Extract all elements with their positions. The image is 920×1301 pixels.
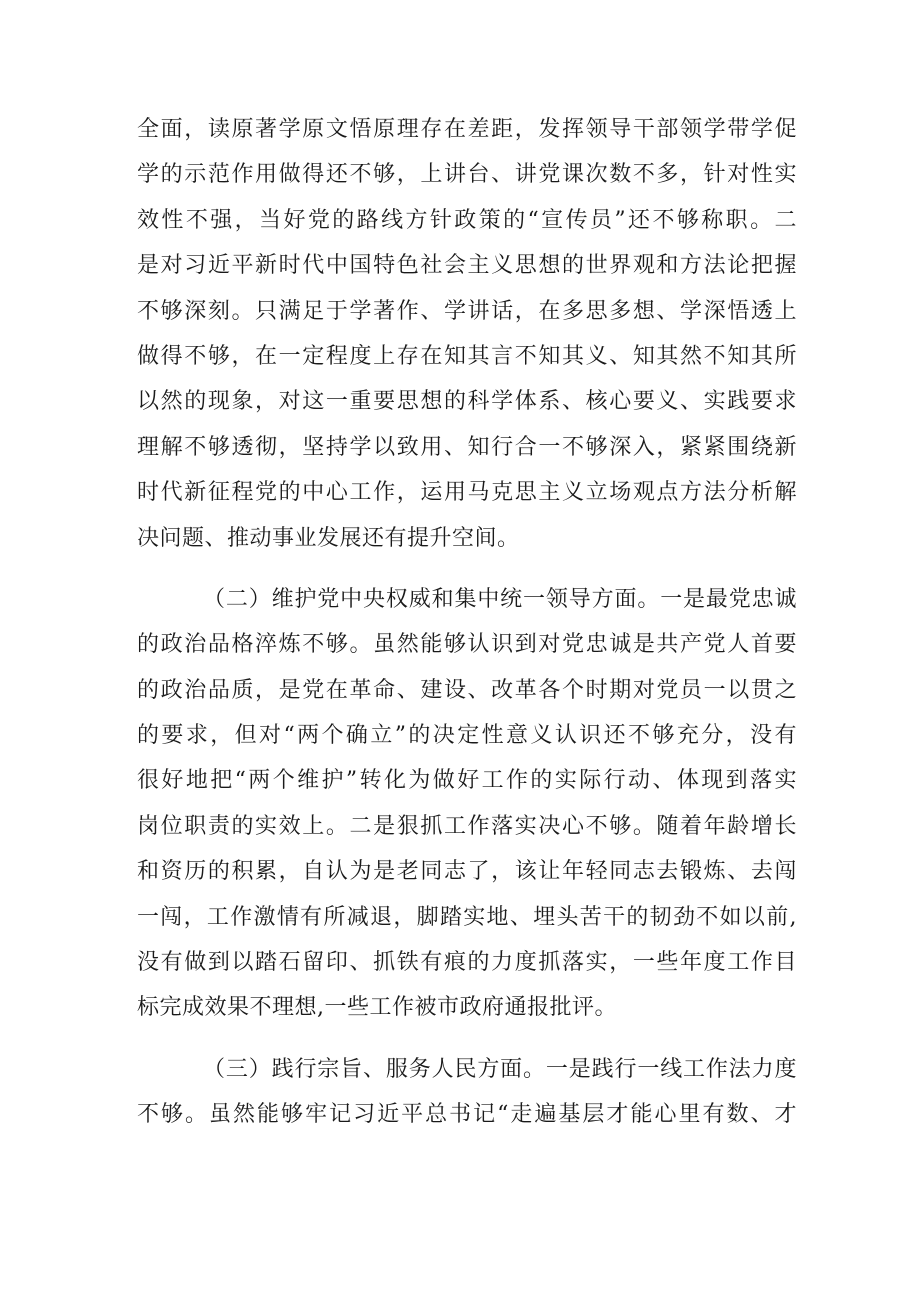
text-line: 以然的现象，对这一重要思想的科学体系、核心要义、实践要求 [137,389,797,415]
text-line: （三）践行宗旨、服务人民方面。一是践行一线工作法力度 [203,1056,797,1082]
text-line: 没有做到以踏石留印、抓铁有痕的力度抓落实，一些年度工作目 [137,950,797,976]
text-line: 的政治品格淬炼不够。虽然能够认识到对党忠诚是共产党人首要 [137,632,797,658]
paragraph-1 [137,107,797,561]
text-line: 决问题、推动事业发展还有提升空间。 [137,525,520,551]
document-body [137,107,797,1138]
text-line: 一闯，工作激情有所减退，脚踏实地、埋头苦干的韧劲不如以前, [137,904,797,930]
text-line: 效性不强，当好党的路线方针政策的“宣传员”还不够称职。二 [137,207,797,233]
text-line: 的要求，但对“两个确立”的决定性意义认识还不够充分，没有 [137,723,797,749]
paragraph-gap [137,561,797,577]
paragraph-2 [137,577,797,1031]
text-line: 和资历的积累，自认为是老同志了，该让年轻同志去锻炼、去闯 [137,859,797,885]
text-line: 岗位职责的实效上。二是狠抓工作落实决心不够。随着年龄增长 [137,813,797,839]
text-line: 是对习近平新时代中国特色社会主义思想的世界观和方法论把握 [137,253,797,279]
text-line: 时代新征程党的中心工作，运用马克思主义立场观点方法分析解 [137,480,797,506]
text-line: 的政治品质，是党在革命、建设、改革各个时期对党员一以贯之 [137,677,797,703]
paragraph-gap [137,1031,797,1047]
text-line: 学的示范作用做得还不够，上讲台、讲党课次数不多，针对性实 [137,162,797,188]
text-line: 不够深刻。只满足于学著作、学讲话，在多思多想、学深悟透上 [137,298,797,324]
text-line: 很好地把“两个维护”转化为做好工作的实际行动、体现到落实 [137,768,797,794]
text-line: 理解不够透彻，坚持学以致用、知行合一不够深入，紧紧围绕新 [137,434,797,460]
text-line: （二）维护党中央权威和集中统一领导方面。一是最党忠诚 [203,586,797,612]
text-line: 标完成效果不理想,一些工作被市政府通报批评。 [137,995,617,1021]
paragraph-3 [137,1047,797,1138]
text-line: 做得不够，在一定程度上存在知其言不知其义、知其然不知其所 [137,343,797,369]
text-line: 不够。虽然能够牢记习近平总书记“走遍基层才能心里有数、才 [137,1102,797,1128]
text-line: 全面，读原著学原文悟原理存在差距，发挥领导干部领学带学促 [137,117,797,142]
